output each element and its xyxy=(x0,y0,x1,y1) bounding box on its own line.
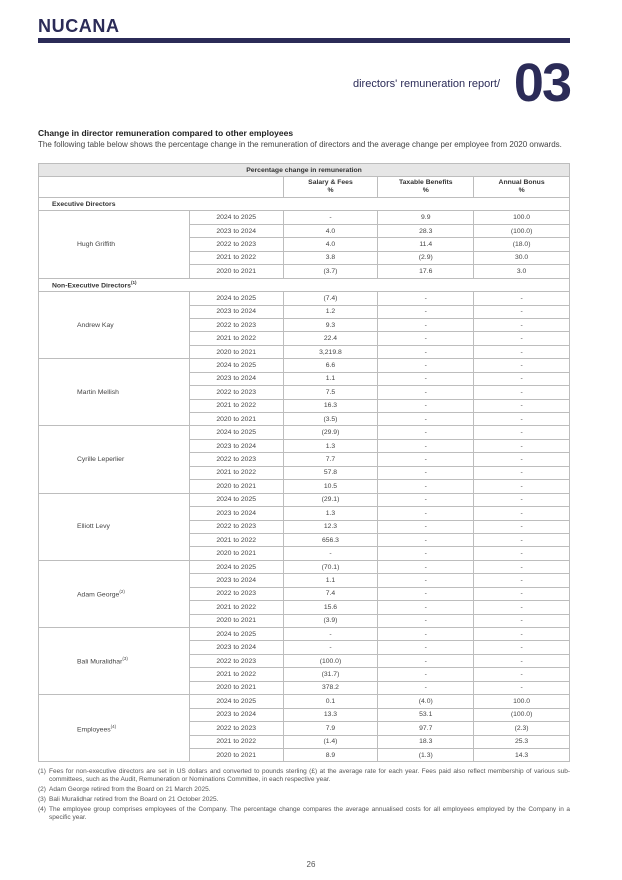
footnote-ref: (1) xyxy=(130,280,137,286)
benefits-cell: - xyxy=(378,547,474,560)
header-spacer xyxy=(39,177,284,198)
benefits-cell: - xyxy=(378,453,474,466)
salary-cell: 15.6 xyxy=(283,601,378,614)
period-cell: 2020 to 2021 xyxy=(189,614,283,627)
bonus-cell: - xyxy=(474,641,570,654)
person-name: Andrew Kay xyxy=(77,321,114,329)
salary-cell: (31.7) xyxy=(283,668,378,681)
period-cell: 2020 to 2021 xyxy=(189,681,283,694)
header-bar xyxy=(38,38,570,43)
period-cell: 2024 to 2025 xyxy=(189,292,283,305)
bonus-cell: 25.3 xyxy=(474,735,570,748)
benefits-cell: - xyxy=(378,587,474,600)
period-cell: 2024 to 2025 xyxy=(189,560,283,573)
salary-cell: 16.3 xyxy=(283,399,378,412)
bonus-cell: - xyxy=(474,345,570,358)
salary-cell: 1.2 xyxy=(283,305,378,318)
salary-cell: 4.0 xyxy=(283,224,378,237)
company-logo: NUCANA xyxy=(38,16,120,36)
period-cell: 2023 to 2024 xyxy=(189,439,283,452)
person-name: Cyrille Leperlier xyxy=(77,456,125,464)
benefits-cell: - xyxy=(378,654,474,667)
salary-cell: 9.3 xyxy=(283,318,378,331)
bonus-cell: - xyxy=(474,533,570,546)
salary-cell: 10.5 xyxy=(283,480,378,493)
person-name-cell xyxy=(39,292,190,359)
footnote-marker: (3) xyxy=(38,796,46,803)
bonus-cell: - xyxy=(474,681,570,694)
period-cell: 2020 to 2021 xyxy=(189,265,283,278)
person-name: Hugh Griffith xyxy=(77,241,116,249)
bonus-cell: 14.3 xyxy=(474,748,570,761)
benefits-cell: - xyxy=(378,413,474,426)
salary-cell: (29.1) xyxy=(283,493,378,506)
person-name-cell xyxy=(39,493,190,560)
column-header xyxy=(378,177,474,198)
bonus-cell: - xyxy=(474,520,570,533)
salary-cell: (7.4) xyxy=(283,292,378,305)
period-cell: 2020 to 2021 xyxy=(189,413,283,426)
benefits-cell: - xyxy=(378,426,474,439)
footnote xyxy=(38,786,570,794)
period-cell: 2022 to 2023 xyxy=(189,453,283,466)
group-label-cell xyxy=(39,278,570,291)
benefits-cell: - xyxy=(378,345,474,358)
benefits-cell: - xyxy=(378,359,474,372)
bonus-cell: 100.0 xyxy=(474,695,570,708)
footnote-marker: (2) xyxy=(38,786,46,793)
salary-cell: 7.9 xyxy=(283,722,378,735)
salary-cell: 7.7 xyxy=(283,453,378,466)
benefits-cell: 97.7 xyxy=(378,722,474,735)
footnote-marker: (1) xyxy=(38,768,46,775)
group-row xyxy=(39,198,570,211)
page-number: 26 xyxy=(306,860,316,869)
benefits-cell: - xyxy=(378,332,474,345)
salary-cell: (3.9) xyxy=(283,614,378,627)
period-cell: 2021 to 2022 xyxy=(189,533,283,546)
column-label: Taxable Benefits xyxy=(399,179,453,186)
bonus-cell: - xyxy=(474,493,570,506)
period-cell: 2023 to 2024 xyxy=(189,641,283,654)
period-cell: 2021 to 2022 xyxy=(189,601,283,614)
person-name: Employees xyxy=(77,725,111,733)
salary-cell: 1.1 xyxy=(283,372,378,385)
person-name: Martin Mellish xyxy=(77,388,119,396)
column-label: Annual Bonus xyxy=(498,179,545,186)
bonus-cell: - xyxy=(474,386,570,399)
benefits-cell: - xyxy=(378,614,474,627)
period-cell: 2022 to 2023 xyxy=(189,386,283,399)
period-cell: 2021 to 2022 xyxy=(189,735,283,748)
period-cell: 2022 to 2023 xyxy=(189,520,283,533)
benefits-cell: - xyxy=(378,560,474,573)
group-label: Executive Directors xyxy=(52,200,116,208)
bonus-cell: 30.0 xyxy=(474,251,570,264)
period-cell: 2022 to 2023 xyxy=(189,238,283,251)
table-row xyxy=(39,560,570,573)
footnote-text: Adam George retired from the Board on 21 March 2025. xyxy=(49,786,211,793)
period-cell: 2023 to 2024 xyxy=(189,224,283,237)
period-cell: 2022 to 2023 xyxy=(189,587,283,600)
benefits-cell: - xyxy=(378,601,474,614)
table-title: Percentage change in remuneration xyxy=(39,164,570,177)
salary-cell: (70.1) xyxy=(283,560,378,573)
table-row xyxy=(39,359,570,372)
bonus-cell: (100.0) xyxy=(474,224,570,237)
bonus-cell: (18.0) xyxy=(474,238,570,251)
bonus-cell: - xyxy=(474,480,570,493)
period-cell: 2022 to 2023 xyxy=(189,318,283,331)
salary-cell: (3.5) xyxy=(283,413,378,426)
period-cell: 2021 to 2022 xyxy=(189,251,283,264)
salary-cell: 3,219.8 xyxy=(283,345,378,358)
person-name-cell xyxy=(39,359,190,426)
period-cell: 2020 to 2021 xyxy=(189,480,283,493)
bonus-cell: - xyxy=(474,372,570,385)
benefits-cell: - xyxy=(378,399,474,412)
benefits-cell: (1.3) xyxy=(378,748,474,761)
period-cell: 2020 to 2021 xyxy=(189,748,283,761)
bonus-cell: (2.3) xyxy=(474,722,570,735)
bonus-cell: - xyxy=(474,332,570,345)
benefits-cell: - xyxy=(378,574,474,587)
salary-cell: 13.3 xyxy=(283,708,378,721)
salary-cell: 4.0 xyxy=(283,238,378,251)
salary-cell: 22.4 xyxy=(283,332,378,345)
salary-cell: 3.8 xyxy=(283,251,378,264)
person-name: Elliott Levy xyxy=(77,523,110,531)
table-row xyxy=(39,493,570,506)
page-heading: Change in director remuneration compared to other employees xyxy=(38,128,294,138)
salary-cell: (3.7) xyxy=(283,265,378,278)
salary-cell: (100.0) xyxy=(283,654,378,667)
bonus-cell: - xyxy=(474,318,570,331)
salary-cell: 1.1 xyxy=(283,574,378,587)
salary-cell: 6.6 xyxy=(283,359,378,372)
bonus-cell: 100.0 xyxy=(474,211,570,224)
table-row xyxy=(39,292,570,305)
period-cell: 2022 to 2023 xyxy=(189,722,283,735)
group-label-cell xyxy=(39,198,570,211)
benefits-cell: - xyxy=(378,493,474,506)
group-row xyxy=(39,278,570,291)
column-label: Salary & Fees xyxy=(308,179,353,186)
column-header xyxy=(474,177,570,198)
benefits-cell: - xyxy=(378,507,474,520)
section-label: directors' remuneration report/ xyxy=(353,78,500,90)
person-name-cell xyxy=(39,426,190,493)
period-cell: 2023 to 2024 xyxy=(189,574,283,587)
footnote xyxy=(38,806,570,822)
footnote-text: The employee group comprises employees of the Company. The percentage change compares the average annualised costs for all employees employed by the Company in a specific year. xyxy=(49,806,570,821)
benefits-cell: (2.9) xyxy=(378,251,474,264)
group-label: Non-Executive Directors xyxy=(52,282,131,290)
salary-cell: 7.5 xyxy=(283,386,378,399)
salary-cell: - xyxy=(283,547,378,560)
table-row xyxy=(39,695,570,708)
column-unit: % xyxy=(518,187,525,194)
person-name-cell xyxy=(39,695,190,762)
period-cell: 2020 to 2021 xyxy=(189,345,283,358)
salary-cell: 1.3 xyxy=(283,507,378,520)
bonus-cell: - xyxy=(474,453,570,466)
bonus-cell: - xyxy=(474,668,570,681)
bonus-cell: - xyxy=(474,359,570,372)
table-body xyxy=(39,198,570,762)
footnote xyxy=(38,768,570,784)
benefits-cell: 28.3 xyxy=(378,224,474,237)
bonus-cell: (100.0) xyxy=(474,708,570,721)
bonus-cell: - xyxy=(474,547,570,560)
table-header-row xyxy=(39,177,570,198)
period-cell: 2023 to 2024 xyxy=(189,305,283,318)
benefits-cell: - xyxy=(378,439,474,452)
bonus-cell: - xyxy=(474,426,570,439)
person-name-cell xyxy=(39,211,190,278)
bonus-cell: - xyxy=(474,614,570,627)
salary-cell: 1.3 xyxy=(283,439,378,452)
bonus-cell: - xyxy=(474,507,570,520)
benefits-cell: 11.4 xyxy=(378,238,474,251)
salary-cell: (1.4) xyxy=(283,735,378,748)
bonus-cell: - xyxy=(474,560,570,573)
intro-paragraph: The following table below shows the percentage change in the remuneration of directors and the average change per employee from 2020 onwards. xyxy=(38,140,562,149)
person-name: Adam George xyxy=(77,591,120,599)
benefits-cell: - xyxy=(378,318,474,331)
period-cell: 2024 to 2025 xyxy=(189,211,283,224)
period-cell: 2023 to 2024 xyxy=(189,372,283,385)
benefits-cell: - xyxy=(378,681,474,694)
bonus-cell: - xyxy=(474,466,570,479)
footnote-text: Bali Muralidhar retired from the Board on 21 October 2025. xyxy=(49,796,219,803)
salary-cell: 0.1 xyxy=(283,695,378,708)
period-cell: 2021 to 2022 xyxy=(189,466,283,479)
person-name: Bali Muralidhar xyxy=(77,658,123,666)
benefits-cell: 17.6 xyxy=(378,265,474,278)
table-row xyxy=(39,426,570,439)
benefits-cell: - xyxy=(378,668,474,681)
period-cell: 2021 to 2022 xyxy=(189,332,283,345)
bonus-cell: - xyxy=(474,413,570,426)
footnote-text: Fees for non-executive directors are set in US dollars and converted to pounds sterling (£) at the average rate for each year. Fees paid also reflect membership of various sub-committees, such as the Audit, Remuneration or Nominations Committee, in each respective year. xyxy=(49,768,570,783)
salary-cell: 8.9 xyxy=(283,748,378,761)
table-row xyxy=(39,628,570,641)
salary-cell: 57.8 xyxy=(283,466,378,479)
benefits-cell: - xyxy=(378,292,474,305)
footnote xyxy=(38,796,570,804)
remuneration-table xyxy=(38,163,570,762)
benefits-cell: - xyxy=(378,305,474,318)
period-cell: 2023 to 2024 xyxy=(189,708,283,721)
period-cell: 2024 to 2025 xyxy=(189,695,283,708)
period-cell: 2024 to 2025 xyxy=(189,359,283,372)
footnote-marker: (4) xyxy=(38,806,46,813)
table-row xyxy=(39,211,570,224)
salary-cell: - xyxy=(283,211,378,224)
benefits-cell: - xyxy=(378,466,474,479)
bonus-cell: - xyxy=(474,574,570,587)
benefits-cell: - xyxy=(378,386,474,399)
period-cell: 2021 to 2022 xyxy=(189,668,283,681)
bonus-cell: - xyxy=(474,439,570,452)
salary-cell: 12.3 xyxy=(283,520,378,533)
benefits-cell: - xyxy=(378,520,474,533)
column-unit: % xyxy=(422,187,429,194)
salary-cell: 7.4 xyxy=(283,587,378,600)
benefits-cell: (4.0) xyxy=(378,695,474,708)
bonus-cell: - xyxy=(474,399,570,412)
period-cell: 2024 to 2025 xyxy=(189,493,283,506)
bonus-cell: 3.0 xyxy=(474,265,570,278)
footnote-ref: (2) xyxy=(119,589,125,595)
period-cell: 2022 to 2023 xyxy=(189,654,283,667)
period-cell: 2024 to 2025 xyxy=(189,628,283,641)
salary-cell: (29.9) xyxy=(283,426,378,439)
section-number: 03 xyxy=(513,53,570,113)
salary-cell: 378.2 xyxy=(283,681,378,694)
benefits-cell: 53.1 xyxy=(378,708,474,721)
table-title-row xyxy=(39,164,570,177)
period-cell: 2023 to 2024 xyxy=(189,507,283,520)
salary-cell: - xyxy=(283,641,378,654)
salary-cell: 656.3 xyxy=(283,533,378,546)
period-cell: 2024 to 2025 xyxy=(189,426,283,439)
benefits-cell: - xyxy=(378,372,474,385)
period-cell: 2020 to 2021 xyxy=(189,547,283,560)
bonus-cell: - xyxy=(474,292,570,305)
bonus-cell: - xyxy=(474,628,570,641)
bonus-cell: - xyxy=(474,601,570,614)
benefits-cell: - xyxy=(378,641,474,654)
footnote-ref: (3) xyxy=(122,656,128,662)
benefits-cell: - xyxy=(378,480,474,493)
bonus-cell: - xyxy=(474,305,570,318)
benefits-cell: 18.3 xyxy=(378,735,474,748)
bonus-cell: - xyxy=(474,654,570,667)
footnote-ref: (4) xyxy=(110,723,117,729)
column-header xyxy=(283,177,378,198)
benefits-cell: - xyxy=(378,533,474,546)
benefits-cell: - xyxy=(378,628,474,641)
period-cell: 2021 to 2022 xyxy=(189,399,283,412)
bonus-cell: - xyxy=(474,587,570,600)
person-name-cell xyxy=(39,560,190,627)
salary-cell: - xyxy=(283,628,378,641)
column-unit: % xyxy=(327,187,334,194)
person-name-cell xyxy=(39,628,190,695)
footnotes xyxy=(38,768,570,824)
benefits-cell: 9.9 xyxy=(378,211,474,224)
